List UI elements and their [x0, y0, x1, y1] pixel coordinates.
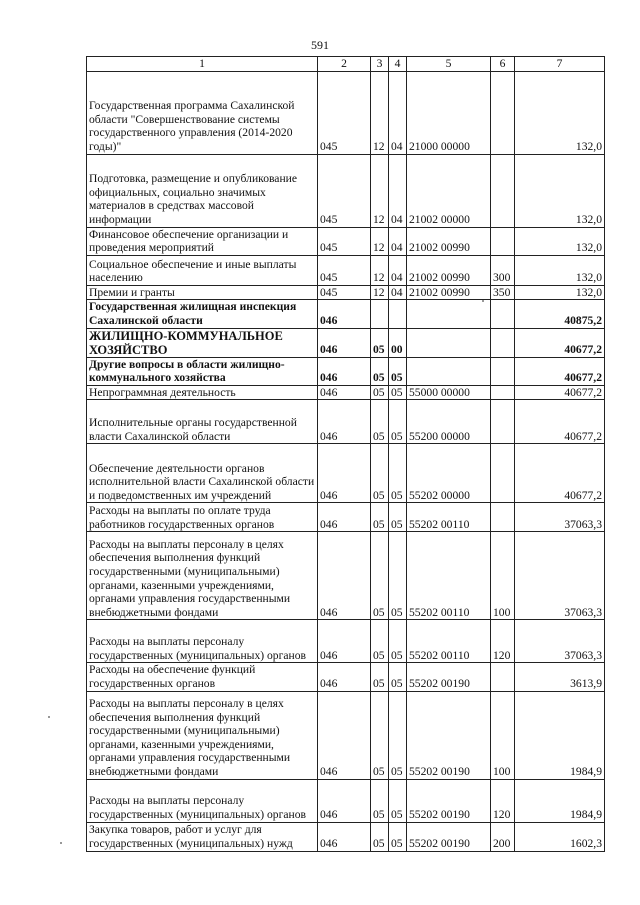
cell-vr — [491, 663, 515, 691]
cell-sum: 132,0 — [515, 255, 605, 285]
table-row — [87, 822, 605, 851]
cell-sum: 132,0 — [515, 71, 605, 154]
cell-gr: 045 — [318, 71, 371, 154]
cell-gr: 046 — [318, 400, 371, 444]
cell-rz: 05 — [371, 663, 389, 691]
cell-vr: 120 — [491, 779, 515, 822]
cell-sum: 37063,3 — [515, 503, 605, 532]
cell-rz: 12 — [371, 71, 389, 154]
cell-csr: 55202 00110 — [407, 532, 491, 620]
table-row — [87, 328, 605, 357]
cell-gr: 046 — [318, 503, 371, 532]
header-cell: 5 — [407, 57, 491, 72]
cell-name: Финансовое обеспечение организации и проведения мероприятий — [87, 227, 318, 255]
cell-csr — [407, 328, 491, 357]
cell-sum: 40677,2 — [515, 400, 605, 444]
cell-gr: 046 — [318, 328, 371, 357]
cell-vr — [491, 300, 515, 328]
cell-csr: 55202 00190 — [407, 779, 491, 822]
cell-sum: 37063,3 — [515, 532, 605, 620]
cell-vr — [491, 227, 515, 255]
header-cell: 1 — [87, 57, 318, 72]
cell-gr: 046 — [318, 620, 371, 663]
cell-rz: 05 — [371, 444, 389, 503]
cell-csr: 55202 00110 — [407, 503, 491, 532]
cell-rz: 05 — [371, 503, 389, 532]
cell-sum: 40677,2 — [515, 385, 605, 400]
cell-sum: 40677,2 — [515, 444, 605, 503]
cell-name: Расходы на выплаты персоналу государственных (муниципальных) органов — [87, 620, 318, 663]
cell-rz: 12 — [371, 285, 389, 300]
cell-csr: 55202 00110 — [407, 620, 491, 663]
table-row — [87, 400, 605, 444]
cell-csr — [407, 357, 491, 385]
cell-csr: 55202 00190 — [407, 822, 491, 851]
table-row — [87, 663, 605, 691]
cell-csr: 21002 00990 — [407, 227, 491, 255]
cell-rz: 05 — [371, 822, 389, 851]
cell-name: Расходы на выплаты по оплате труда работников государственных органов — [87, 503, 318, 532]
header-cell: 2 — [318, 57, 371, 72]
cell-rz: 05 — [371, 779, 389, 822]
cell-vr — [491, 400, 515, 444]
header-cell: 4 — [389, 57, 407, 72]
header-cell: 6 — [491, 57, 515, 72]
cell-gr: 045 — [318, 255, 371, 285]
scan-speck — [482, 300, 484, 302]
cell-name: Обеспечение деятельности органов исполнительной власти Сахалинской области и подведомственных им учреждений — [87, 444, 318, 503]
cell-rz: 05 — [371, 357, 389, 385]
cell-name: Расходы на выплаты персоналу в целях обеспечения выполнения функций государственными (муниципальными) органами, казенными учреждениями, органами управления государственными внебюджетными фондами — [87, 691, 318, 779]
cell-pr: 04 — [389, 255, 407, 285]
cell-name: Социальное обеспечение и иные выплаты населению — [87, 255, 318, 285]
cell-name: Премии и гранты — [87, 285, 318, 300]
cell-rz: 12 — [371, 227, 389, 255]
cell-sum: 1602,3 — [515, 822, 605, 851]
header-row — [87, 57, 605, 72]
cell-rz: 05 — [371, 385, 389, 400]
cell-pr: 04 — [389, 71, 407, 154]
cell-rz: 05 — [371, 400, 389, 444]
cell-pr: 05 — [389, 400, 407, 444]
cell-vr — [491, 357, 515, 385]
cell-csr: 21002 00990 — [407, 285, 491, 300]
table-row — [87, 444, 605, 503]
cell-name: ЖИЛИЩНО-КОММУНАЛЬНОЕ ХОЗЯЙСТВО — [87, 328, 318, 357]
cell-name: Государственная жилищная инспекция Сахалинской области — [87, 300, 318, 328]
cell-name: Другие вопросы в области жилищно-коммунального хозяйства — [87, 357, 318, 385]
cell-csr: 55200 00000 — [407, 400, 491, 444]
cell-pr: 05 — [389, 822, 407, 851]
cell-gr: 046 — [318, 822, 371, 851]
table-row — [87, 691, 605, 779]
cell-vr — [491, 71, 515, 154]
table-row — [87, 620, 605, 663]
cell-csr: 55202 00190 — [407, 663, 491, 691]
cell-pr: 05 — [389, 357, 407, 385]
cell-vr — [491, 385, 515, 400]
cell-sum: 1984,9 — [515, 691, 605, 779]
cell-sum: 132,0 — [515, 227, 605, 255]
cell-pr: 05 — [389, 532, 407, 620]
cell-rz: 12 — [371, 255, 389, 285]
cell-pr: 05 — [389, 444, 407, 503]
cell-csr: 21000 00000 — [407, 71, 491, 154]
cell-vr: 200 — [491, 822, 515, 851]
cell-pr: 05 — [389, 663, 407, 691]
cell-vr — [491, 444, 515, 503]
cell-vr: 120 — [491, 620, 515, 663]
cell-vr — [491, 328, 515, 357]
header-cell: 7 — [515, 57, 605, 72]
cell-pr: 05 — [389, 385, 407, 400]
cell-pr: 05 — [389, 503, 407, 532]
cell-sum: 132,0 — [515, 285, 605, 300]
cell-name: Государственная программа Сахалинской области "Совершенствование системы государственного управления (2014-2020 годы)" — [87, 71, 318, 154]
cell-name: Исполнительные органы государственной власти Сахалинской области — [87, 400, 318, 444]
table-body — [87, 57, 605, 852]
cell-rz: 05 — [371, 328, 389, 357]
cell-gr: 046 — [318, 357, 371, 385]
cell-name: Подготовка, размещение и опубликование официальных, социально значимых материалов в средствах массовой информации — [87, 154, 318, 227]
cell-gr: 046 — [318, 385, 371, 400]
cell-pr: 05 — [389, 779, 407, 822]
cell-csr: 55000 00000 — [407, 385, 491, 400]
cell-vr: 350 — [491, 285, 515, 300]
cell-rz: 12 — [371, 154, 389, 227]
cell-csr — [407, 300, 491, 328]
header-cell: 3 — [371, 57, 389, 72]
cell-gr: 046 — [318, 532, 371, 620]
scan-speck — [48, 716, 50, 718]
table-row — [87, 385, 605, 400]
cell-gr: 045 — [318, 285, 371, 300]
cell-name: Закупка товаров, работ и услуг для государственных (муниципальных) нужд — [87, 822, 318, 851]
cell-rz: 05 — [371, 691, 389, 779]
page-number: 591 — [311, 38, 329, 52]
table-row — [87, 532, 605, 620]
cell-name: Непрограммная деятельность — [87, 385, 318, 400]
cell-vr: 100 — [491, 691, 515, 779]
cell-csr: 55202 00190 — [407, 691, 491, 779]
cell-sum: 37063,3 — [515, 620, 605, 663]
cell-gr: 046 — [318, 663, 371, 691]
cell-gr: 046 — [318, 779, 371, 822]
cell-csr: 21002 00000 — [407, 154, 491, 227]
cell-rz: 05 — [371, 620, 389, 663]
cell-gr: 045 — [318, 154, 371, 227]
cell-vr: 100 — [491, 532, 515, 620]
table-row — [87, 255, 605, 285]
cell-vr — [491, 154, 515, 227]
scan-speck — [60, 842, 62, 844]
cell-name: Расходы на выплаты персоналу в целях обеспечения выполнения функций государственными (муниципальными) органами, казенными учреждениями, органами управления государственными внебюджетными фондами — [87, 532, 318, 620]
table-row — [87, 71, 605, 154]
table-row — [87, 503, 605, 532]
cell-sum: 40677,2 — [515, 357, 605, 385]
cell-sum: 3613,9 — [515, 663, 605, 691]
cell-gr: 045 — [318, 227, 371, 255]
cell-vr — [491, 503, 515, 532]
cell-pr: 04 — [389, 154, 407, 227]
cell-csr: 21002 00990 — [407, 255, 491, 285]
cell-pr: 04 — [389, 285, 407, 300]
cell-gr: 046 — [318, 300, 371, 328]
table-row — [87, 285, 605, 300]
cell-pr: 05 — [389, 691, 407, 779]
budget-table — [86, 56, 605, 852]
cell-pr: 05 — [389, 620, 407, 663]
cell-pr: 00 — [389, 328, 407, 357]
cell-rz — [371, 300, 389, 328]
cell-csr: 55202 00000 — [407, 444, 491, 503]
cell-pr — [389, 300, 407, 328]
table-row — [87, 357, 605, 385]
cell-name: Расходы на выплаты персоналу государственных (муниципальных) органов — [87, 779, 318, 822]
cell-sum: 1984,9 — [515, 779, 605, 822]
table-row — [87, 227, 605, 255]
table-row — [87, 300, 605, 328]
cell-gr: 046 — [318, 444, 371, 503]
cell-gr: 046 — [318, 691, 371, 779]
table-row — [87, 779, 605, 822]
cell-sum: 40677,2 — [515, 328, 605, 357]
cell-sum: 132,0 — [515, 154, 605, 227]
table-row — [87, 154, 605, 227]
cell-pr: 04 — [389, 227, 407, 255]
cell-vr: 300 — [491, 255, 515, 285]
cell-name: Расходы на обеспечение функций государственных органов — [87, 663, 318, 691]
cell-rz: 05 — [371, 532, 389, 620]
cell-sum: 40875,2 — [515, 300, 605, 328]
